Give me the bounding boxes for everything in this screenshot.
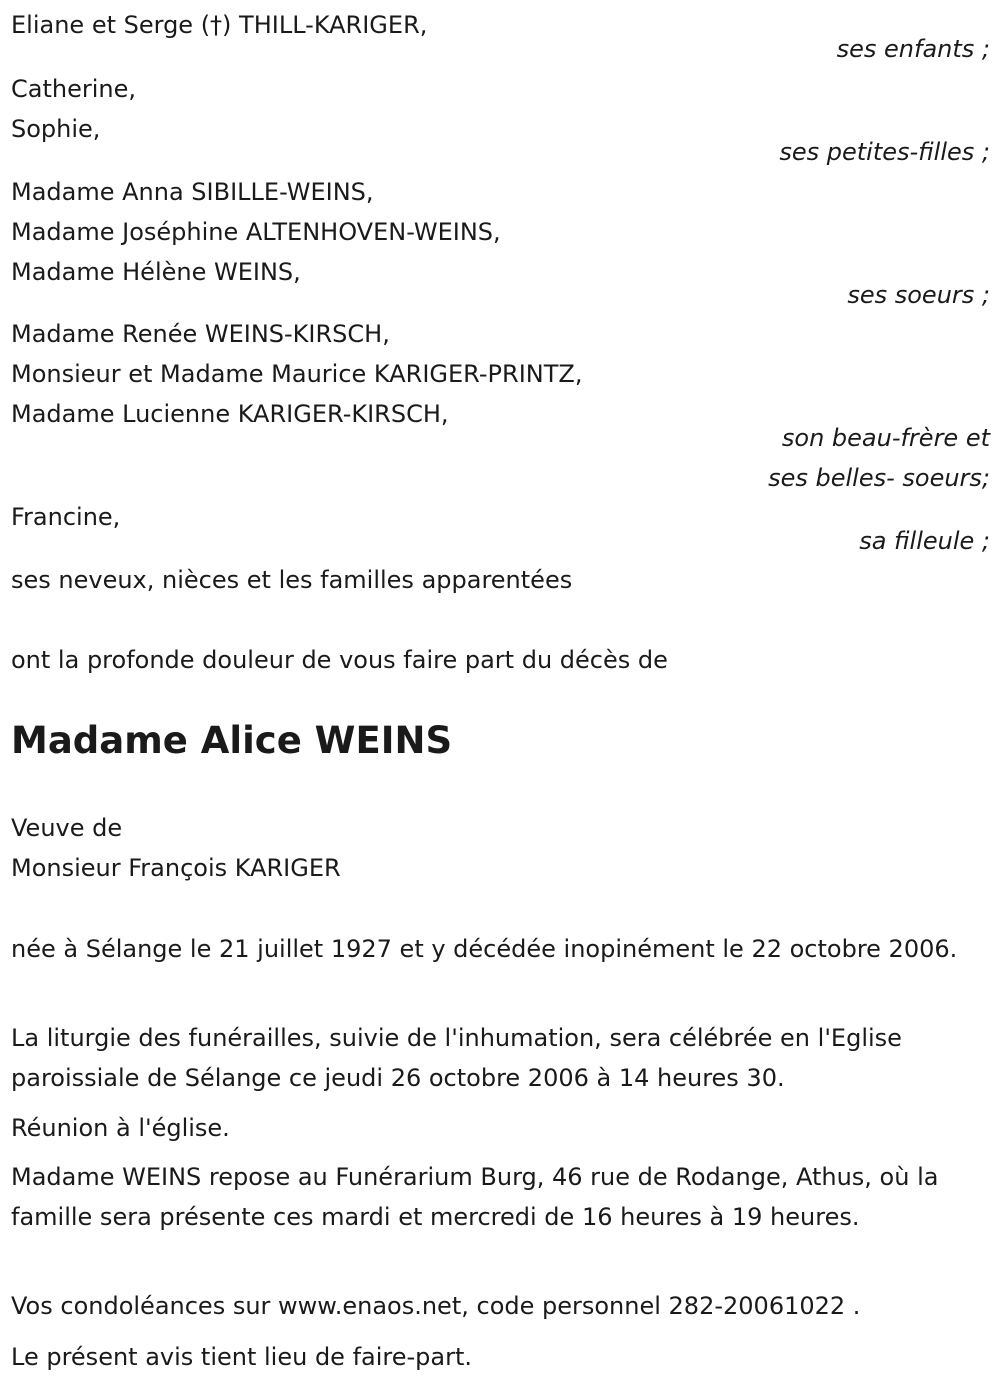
meeting-paragraph: Réunion à l'église.	[11, 1114, 230, 1142]
in-law-name: Madame Renée WEINS-KIRSCH,	[11, 320, 390, 348]
grandchild-name: Catherine,	[11, 75, 136, 103]
in-law-name: Monsieur et Madame Maurice KARIGER-PRINTZ,	[11, 360, 583, 388]
sisters-role: ses soeurs ;	[847, 281, 990, 309]
children-line: Eliane et Serge (†) THILL-KARIGER,	[11, 11, 428, 39]
in-laws-role-line: ses belles- soeurs;	[768, 464, 990, 492]
in-law-name: Madame Lucienne KARIGER-KIRSCH,	[11, 400, 449, 428]
goddaughter-name: Francine,	[11, 503, 121, 531]
condolences-paragraph: Vos condoléances sur www.enaos.net, code personnel 282-20061022 .	[11, 1292, 861, 1320]
liturgy-paragraph: La liturgie des funérailles, suivie de l'inhumation, sera célébrée en l'Eglise paroissiale de Sélange ce jeudi 26 octobre 2006 à 14 heures 30.	[11, 1024, 902, 1092]
deceased-name: Madame Alice WEINS	[11, 719, 453, 762]
birth-death-paragraph: née à Sélange le 21 juillet 1927 et y décédée inopinément le 22 octobre 2006.	[11, 935, 958, 963]
sister-name: Madame Anna SIBILLE-WEINS,	[11, 178, 374, 206]
announcement-line: ont la profonde douleur de vous faire part du décès de	[11, 646, 668, 674]
relatives-line: ses neveux, nièces et les familles apparentées	[11, 566, 573, 594]
grandchild-name: Sophie,	[11, 115, 101, 143]
grandchildren-role: ses petites-filles ;	[779, 138, 990, 166]
sister-name: Madame Joséphine ALTENHOVEN-WEINS,	[11, 218, 501, 246]
viewing-paragraph: Madame WEINS repose au Funérarium Burg, 46 rue de Rodange, Athus, où la famille sera présente ces mardi et mercredi de 16 heures à 19 heures.	[11, 1163, 939, 1231]
sister-name: Madame Hélène WEINS,	[11, 258, 301, 286]
children-role: ses enfants ;	[836, 35, 990, 63]
spouse-name: Monsieur François KARIGER	[11, 854, 341, 882]
goddaughter-role: sa filleule ;	[859, 527, 990, 555]
in-laws-role-line: son beau-frère et	[781, 424, 990, 452]
notice-paragraph: Le présent avis tient lieu de faire-part.	[11, 1343, 473, 1371]
widow-of-label: Veuve de	[11, 814, 123, 842]
